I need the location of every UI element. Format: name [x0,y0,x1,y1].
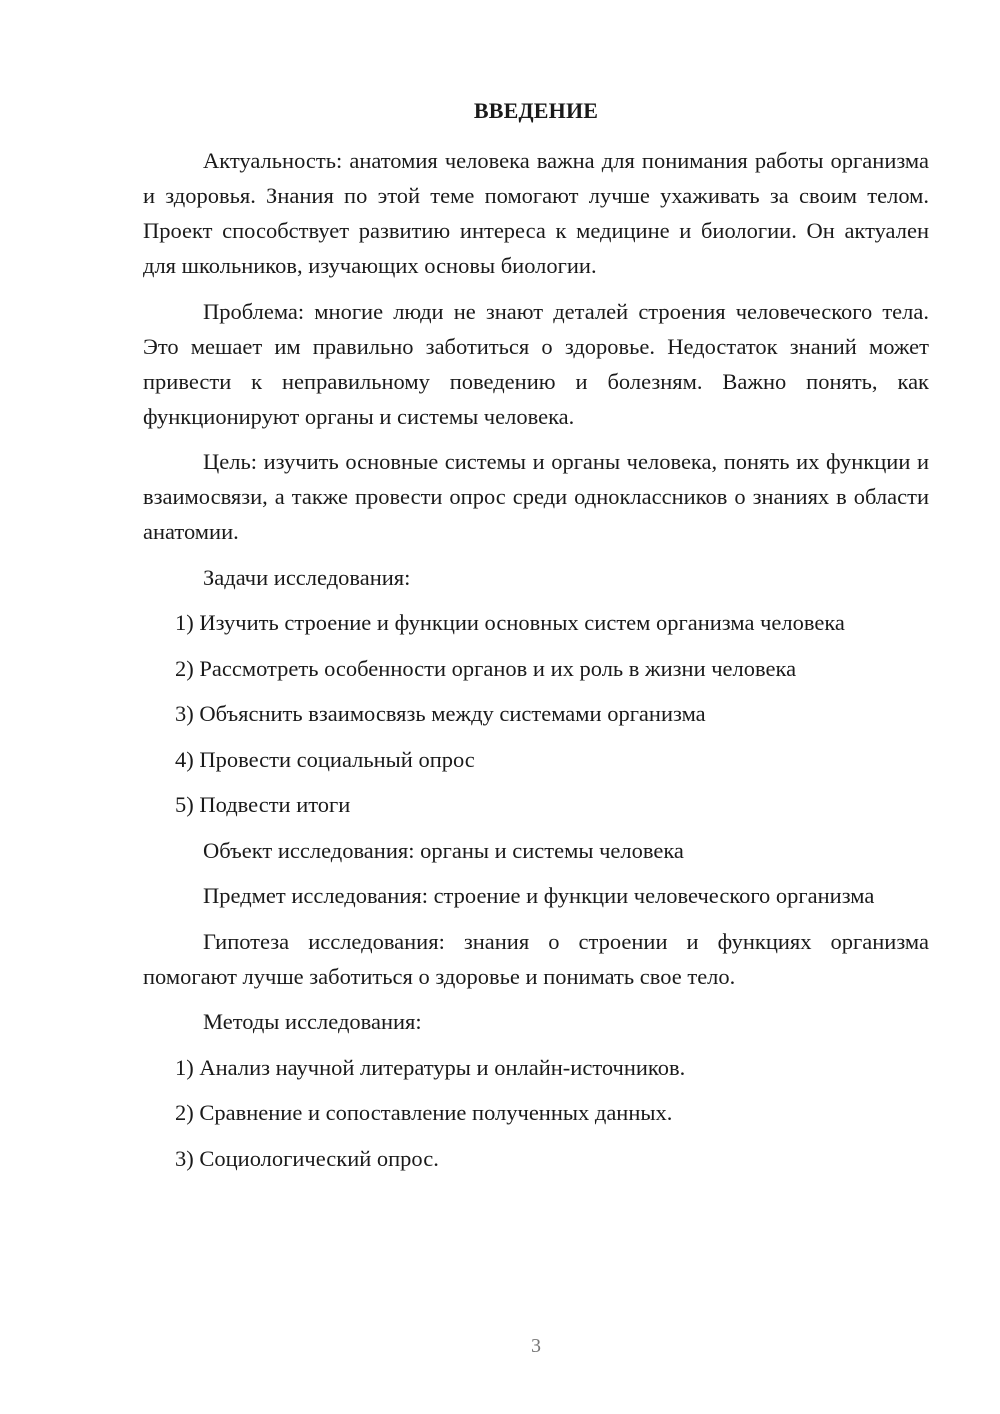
method-item-2: 2) Сравнение и сопоставление полученных данных. [175,1100,673,1125]
goal-paragraph: Цель: изучить основные системы и органы человека, понять их функции и взаимосвязи, а также провести опрос среди одноклассников о знаниях в области анатомии. [143,449,929,544]
task-item-5: 5) Подвести итоги [175,792,351,817]
tasks-heading: Задачи исследования: [203,564,411,590]
method-item-3: 3) Социологический опрос. [175,1145,439,1171]
task-item-4: 4) Провести социальный опрос [175,746,475,772]
task-item-1: 1) Изучить строение и функции основных систем организма человека [175,610,845,635]
object-paragraph: Объект исследования: органы и системы человека [203,837,684,863]
hypothesis-paragraph: Гипотеза исследования: знания о строении и функциях организма помогают лучше заботиться о здоровье и понимать свое тело. [143,928,929,989]
task-item-2: 2) Рассмотреть особенности органов и их роль в жизни человека [175,655,797,681]
method-item-1: 1) Анализ научной литературы и онлайн-источников. [175,1054,686,1080]
page-number: 3 [531,1335,541,1357]
subject-paragraph: Предмет исследования: строение и функции человеческого организма [203,883,875,908]
page-title: ВВЕДЕНИЕ [473,98,599,123]
task-item-3: 3) Объяснить взаимосвязь между системами организма [175,701,706,726]
methods-heading: Методы исследования: [203,1009,422,1034]
document-body [143,143,929,1186]
problem-paragraph: Проблема: многие люди не знают деталей строения человеческого тела. Это мешает им правильно заботиться о здоровье. Недостаток знаний может привести к неправильному поведению и болезням. Важно понять, как функционируют органы и системы человека. [143,298,929,429]
relevance-paragraph: Актуальность: анатомия человека важна для понимания работы организма и здоровья. Знания по этой теме помогают лучше ухаживать за своим телом. Проект способствует развитию интереса к медицине и биологии. Он актуален для школьников, изучающих основы биологии. [143,148,929,278]
